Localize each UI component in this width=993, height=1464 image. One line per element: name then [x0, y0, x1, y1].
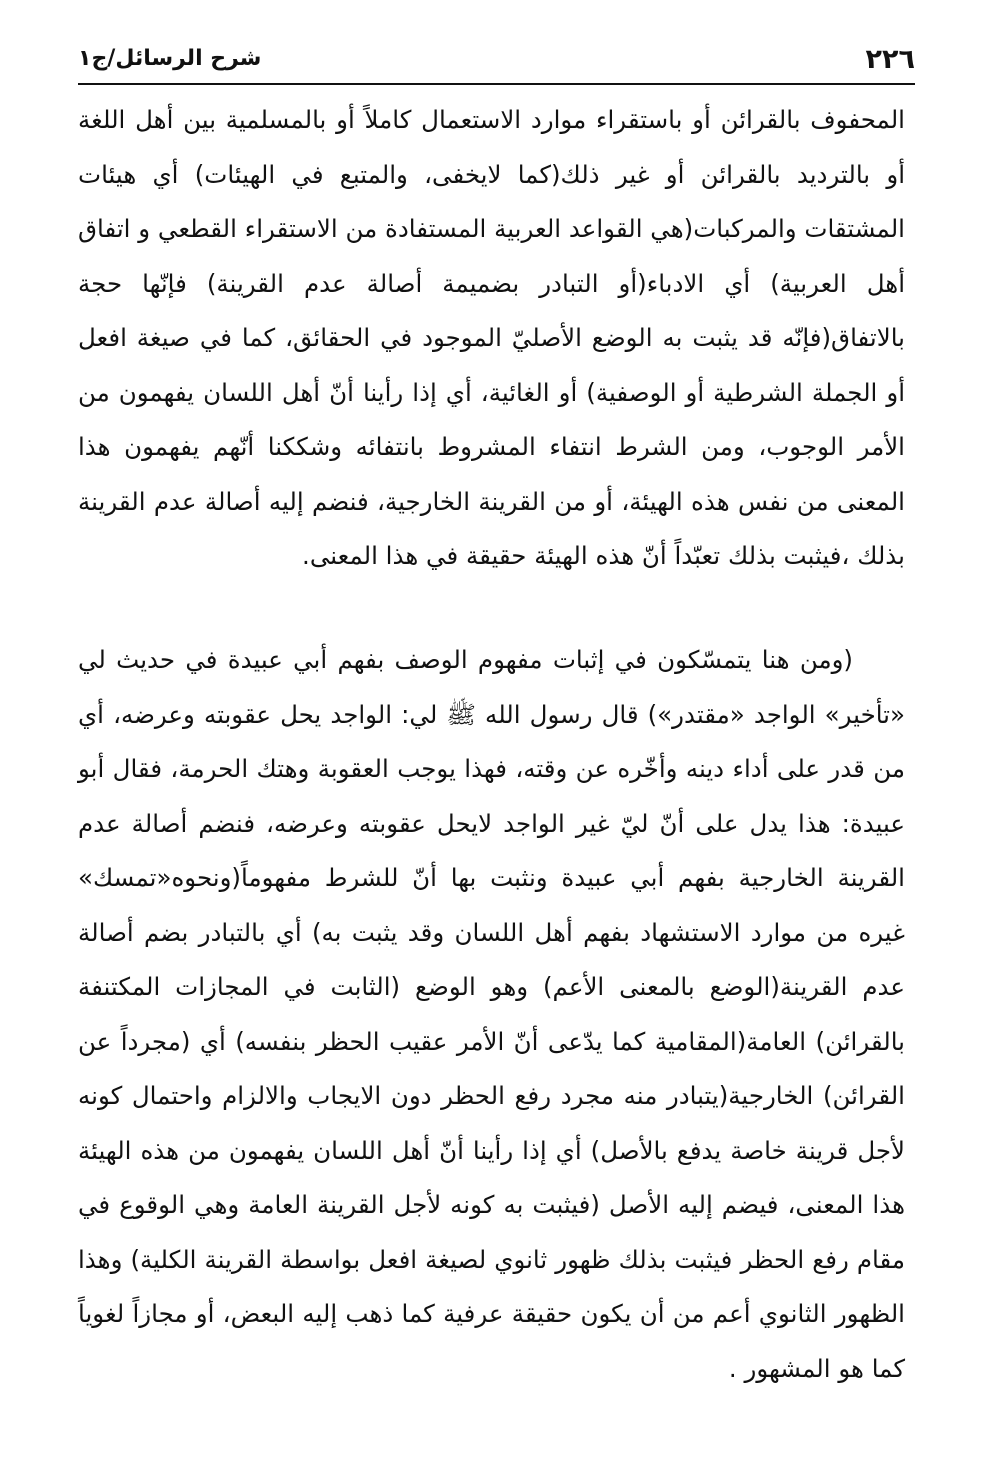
book-title: شرح الرسائل/ج١ [78, 46, 262, 71]
page-number: ٢٢٦ [865, 44, 915, 75]
paragraph-2: (ومن هنا يتمسّكون في إثبات مفهوم الوصف بفهم أبي عبيدة في حديث لي «تأخير» الواجد «مقتدر») قال رسول الله ﷺ لي: الواجد يحل عقوبته وعرضه، أي من قدر على أداء دينه وأخّره عن وقته، فهذا يوجب العقوبة وهتك الحرمة، فقال أبو عبيدة: هذا يدل على أنّ ليّ غير الواجد لايحل عقوبته وعرضه، فنضم أصالة عدم القرينة الخارجية بفهم أبي عبيدة ونثبت بها أنّ للشرط مفهوماً(ونحوه«تمسك» غيره من موارد الاستشهاد بفهم أهل اللسان وقد يثبت به) أي بالتبادر بضم أصالة عدم القرينة(الوضع بالمعنى الأعم) وهو الوضع (الثابت في المجازات المكتنفة بالقرائن) العامة(المقامية كما يدّعى أنّ الأمر عقيب الحظر بنفسه) أي (مجرداً عن القرائن) الخارجية(يتبادر منه مجرد رفع الحظر دون الايجاب والالزام واحتمال كونه لأجل قرينة خاصة يدفع بالأصل) أي إذا رأينا أنّ أهل اللسان يفهمون من هذه الهيئة هذا المعنى، فيضم إليه الأصل (فيثبت به كونه لأجل القرينة العامة وهي الوقوع في مقام رفع الحظر فيثبت بذلك ظهور ثانوي لصيغة افعل بواسطة القرينة الكلية) وهذا الظهور الثانوي أعم من أن يكون حقيقة عرفية كما ذهب إليه البعض، أو مجازاً لغوياً كما هو المشهور . [78, 645, 905, 1383]
running-header [78, 40, 915, 80]
header-rule [78, 83, 915, 85]
paragraph-1: المحفوف بالقرائن أو باستقراء موارد الاستعمال كاملاً أو بالمسلمية بين أهل اللغة أو بالترديد بالقرائن أو غير ذلك(كما لايخفى، والمتبع في الهيئات) أي هيئات المشتقات والمركبات(هي القواعد العربية المستفادة من الاستقراء القطعي و اتفاق أهل العربية) أي الادباء(أو التبادر بضميمة أصالة عدم القرينة) فإنّها حجة بالاتفاق(فإنّه قد يثبت به الوضع الأصليّ الموجود في الحقائق، كما في صيغة افعل أو الجملة الشرطية أو الوصفية) أو الغائية، أي إذا رأينا أنّ أهل اللسان يفهمون من الأمر الوجوب، ومن الشرط انتفاء المشروط بانتفائه وشككنا أنّهم يفهمون هذا المعنى من نفس هذه الهيئة، أو من القرينة الخارجية، فنضم إليه أصالة عدم القرينة بذلك ،فيثبت بذلك تعبّداً أنّ هذه الهيئة حقيقة في هذا المعنى. [78, 105, 905, 570]
